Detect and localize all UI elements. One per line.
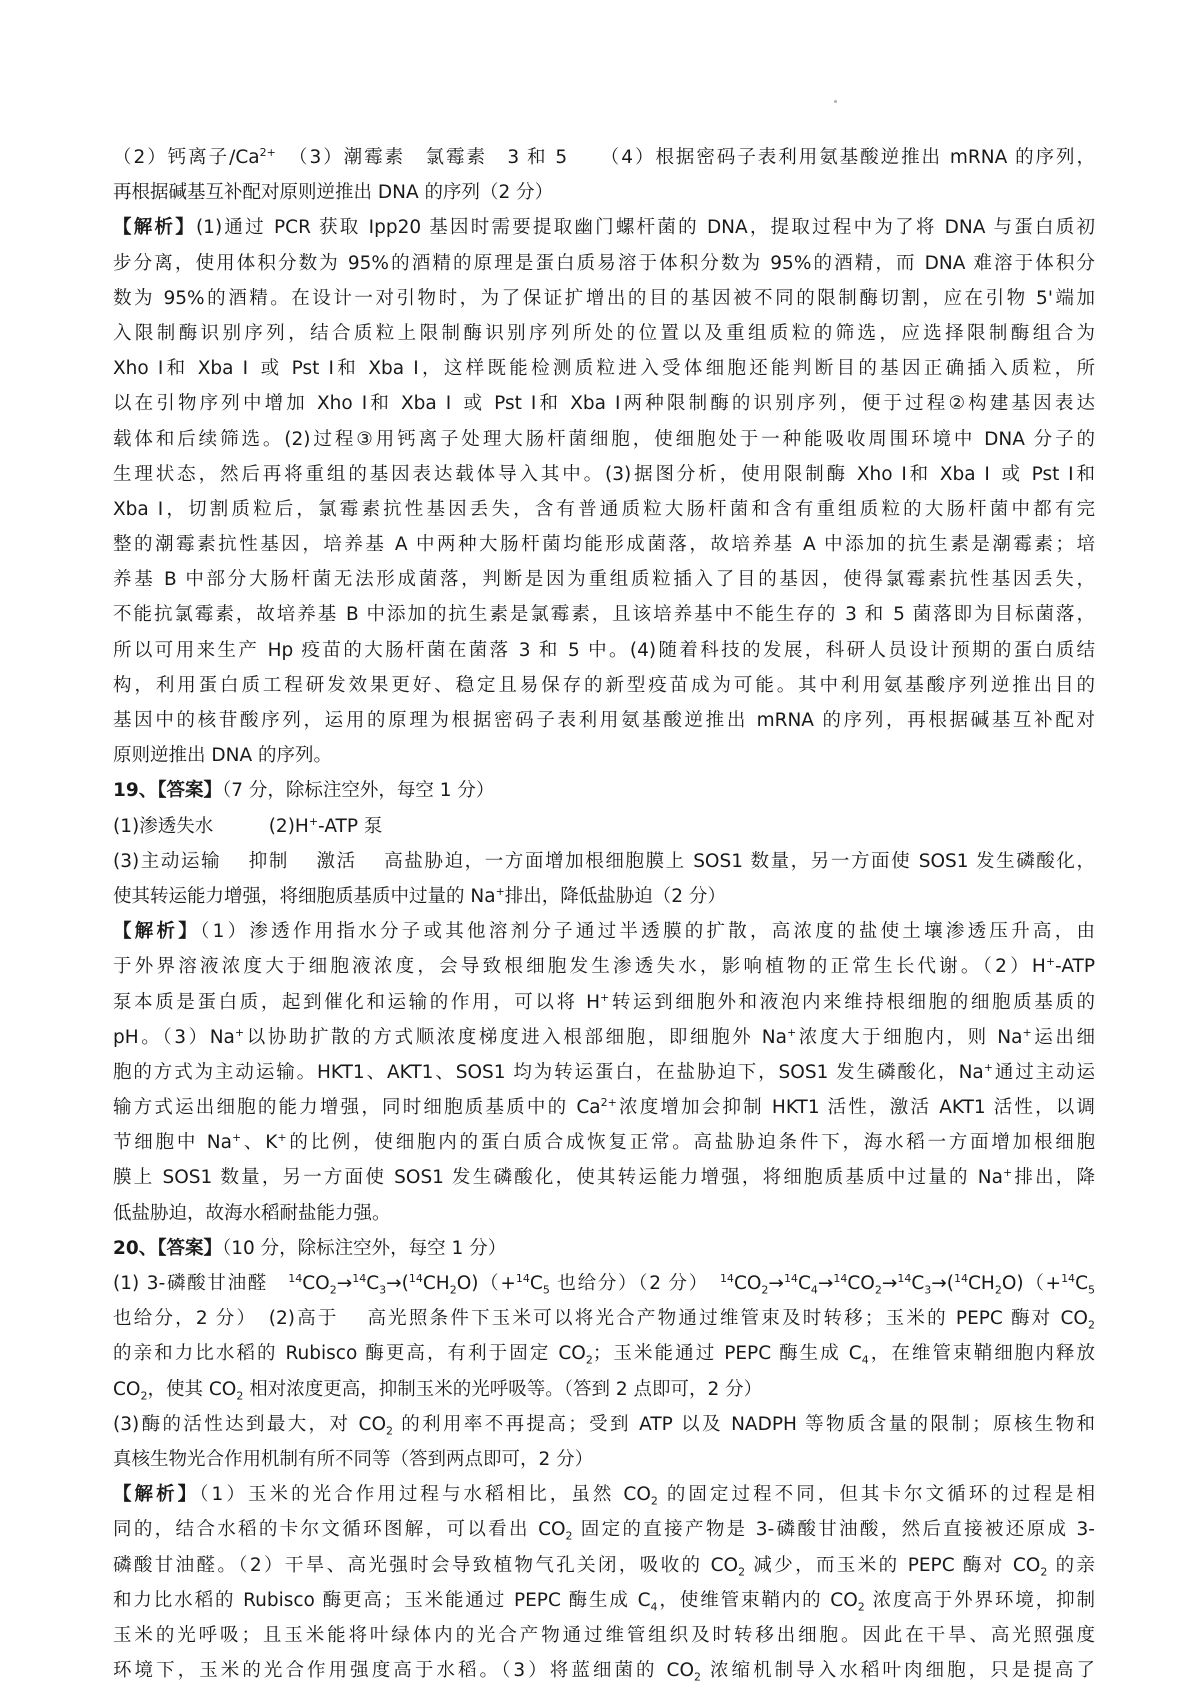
text-run: C — [366, 1273, 380, 1294]
text-run: C — [797, 1273, 811, 1294]
superscript: 14 — [719, 1271, 734, 1285]
superscript: 14 — [288, 1271, 303, 1285]
text-line — [113, 668, 1095, 703]
text-run: CH — [968, 1273, 995, 1294]
text-run: ，使其 CO — [147, 1378, 237, 1400]
text-run: O)（+ — [1001, 1273, 1062, 1294]
text-run: →( — [931, 1273, 955, 1294]
text-run: 排出，降 — [1012, 1167, 1095, 1189]
text-run: 以协助扩散的方式顺浓度梯度进入根部细胞，即细胞外 Na — [244, 1026, 787, 1048]
text-line — [113, 562, 1095, 597]
text-run: 、K — [241, 1132, 278, 1154]
text-run: 磷酸甘油醛。（2）干旱、高光强时会导致植物气孔关闭，吸收的 CO — [113, 1554, 739, 1576]
subscript: 3 — [924, 1283, 932, 1297]
text-line — [113, 527, 1095, 562]
text-run: （3）潮霉素 氯霉素 3 和 5 （4）根据密码子表利用氨基酸逆推出 mRNA 的序列， — [275, 147, 1095, 168]
text-line — [113, 1266, 1095, 1301]
text-run: →( — [386, 1273, 409, 1294]
text-run: 的亲和力比水稻的 Rubisco 酶更高，有利于固定 CO — [113, 1343, 586, 1365]
text-line — [113, 1301, 1095, 1336]
text-run: 所以可用来生产 Hp 疫苗的大肠杆菌在菌落 3 和 5 中。(4)随着科技的发展，科研人员设计预期的蛋白质结 — [113, 639, 1095, 661]
text-run: 的固定过程不同，但其卡尔文循环的过程是相 — [657, 1484, 1095, 1506]
superscript: 14 — [954, 1271, 969, 1285]
subscript: 5 — [1087, 1283, 1095, 1297]
answer-analysis-text — [113, 140, 1095, 1688]
text-run: 固定的直接产物是 3-磷酸甘油酸，然后直接被还原成 3- — [572, 1519, 1095, 1541]
subscript: 2 — [1040, 1565, 1048, 1579]
subscript: 2 — [761, 1283, 769, 1297]
text-run: C — [529, 1273, 543, 1294]
text-run: 通过主动运 — [992, 1061, 1095, 1083]
text-line — [113, 246, 1095, 281]
superscript: + — [786, 1025, 797, 1039]
text-run: ，在维管束鞘细胞内释放 — [868, 1343, 1095, 1365]
text-run: 入限制酶识别序列，结合质粒上限制酶识别序列所处的位置以及重组质粒的筛选，应选择限制酶组合为 — [113, 322, 1095, 344]
scan-speck — [834, 100, 837, 103]
text-run: → — [817, 1273, 834, 1294]
text-run: CH — [422, 1273, 450, 1294]
superscript: 2+ — [600, 1095, 617, 1109]
text-run: 浓缩机制导入水稻叶肉细胞，只是提高了 — [701, 1660, 1095, 1682]
text-run: CO — [733, 1273, 762, 1294]
text-run: 步分离，使用体积分数为 95%的酒精的原理是蛋白质易溶于体积分数为 95%的酒精，而 DNA 难溶于体积分 — [113, 252, 1095, 274]
text-run: 低盐胁迫，故海水稻耐盐能力强。 — [113, 1202, 391, 1224]
text-line — [113, 1477, 1095, 1512]
text-run: 以在引物序列中增加 Xho Ⅰ和 Xba Ⅰ 或 Pst Ⅰ和 Xba Ⅰ两种限制酶的识别序列，便于过程②构建基因表达 — [113, 393, 1095, 415]
text-line — [113, 386, 1095, 421]
text-run: Xba Ⅰ，切割质粒后，氯霉素抗性基因丢失，含有普通质粒大肠杆菌和含有重组质粒的大肠杆菌中都有完 — [113, 498, 1095, 520]
text-run: CO — [302, 1273, 330, 1294]
text-run: 的比例，使细胞内的蛋白质合成恢复正常。高盐胁迫条件下，海水稻一方面增加根细胞 — [286, 1132, 1095, 1154]
section-label: 【解析】 — [113, 217, 196, 239]
text-run: Xho Ⅰ和 Xba Ⅰ 或 Pst Ⅰ和 Xba Ⅰ，这样既能检测质粒进入受体细胞还能判断目的基因正确插入质粒，所 — [113, 358, 1095, 380]
subscript: 2 — [874, 1283, 882, 1297]
text-run: 转运到细胞外和液泡内来维持根细胞的细胞质基质的 — [609, 991, 1095, 1013]
text-line — [113, 140, 1095, 175]
text-run: pH。（3）Na — [113, 1026, 235, 1048]
text-run: 的利用率不再提高；受到 ATP 以及 NADPH 等物质含量的限制；原核生物和 — [393, 1413, 1095, 1435]
text-run: 节细胞中 Na — [113, 1132, 232, 1154]
text-run: 生理状态，然后再将重组的基因表达载体导入其中。(3)据图分析，使用限制酶 Xho Ⅰ和 Xba Ⅰ 或 Pst Ⅰ和 — [113, 463, 1095, 485]
text-run: (1)渗透失水 (2)H — [113, 815, 309, 837]
superscript: + — [308, 814, 319, 828]
subscript: 4 — [650, 1600, 658, 1614]
text-run: C — [1075, 1273, 1088, 1294]
subscript: 2 — [738, 1565, 746, 1579]
superscript: + — [1002, 1166, 1013, 1180]
text-line — [113, 738, 1095, 773]
superscript: 14 — [515, 1271, 530, 1285]
text-run: 也给分）（2 分） — [549, 1273, 720, 1294]
subscript: 2 — [236, 1389, 244, 1403]
text-run: 玉米的光呼吸；且玉米能将叶绿体内的光合产物通过维管组织及时转移出细胞。因此在干旱、高光照强度 — [113, 1624, 1095, 1646]
text-line — [113, 1372, 1095, 1407]
text-run: （2）钙离子/Ca — [113, 147, 260, 168]
subscript: 4 — [861, 1354, 869, 1368]
subscript: 5 — [542, 1283, 550, 1297]
text-run: 泵本质是蛋白质，起到催化和运输的作用，可以将 H — [113, 991, 601, 1013]
text-line — [113, 1548, 1095, 1583]
superscript: + — [1045, 955, 1056, 969]
text-run: 于外界溶液浓度大于细胞液浓度，会导致根细胞发生渗透失水，影响植物的正常生长代谢。（2）H — [113, 956, 1046, 978]
superscript: 14 — [783, 1271, 798, 1285]
text-line — [113, 281, 1095, 316]
text-run: 也给分，2 分） (2)高于 高光照条件下玉米可以将光合产物通过维管束及时转移；玉米的 PEPC 酶对 CO — [113, 1308, 1088, 1330]
text-line — [113, 949, 1095, 984]
text-line — [113, 1160, 1095, 1195]
text-run: 基因中的核苷酸序列，运用的原理为根据密码子表利用氨基酸逆推出 mRNA 的序列，再根据碱基互补配对 — [113, 710, 1095, 731]
text-run: 和力比水稻的 Rubisco 酶更高；玉米能通过 PEPC 酶生成 C — [113, 1589, 651, 1611]
text-run: -ATP 泵 — [318, 815, 383, 837]
text-run: 膜上 SOS1 数量，另一方面使 SOS1 发生磷酸化，使其转运能力增强，将细胞质基质中过量的 Na — [113, 1167, 1003, 1189]
text-run: 载体和后续筛选。(2)过程③用钙离子处理大肠杆菌细胞，使细胞处于一种能吸收周围环境中 DNA 分子的 — [113, 428, 1095, 450]
text-run: CO — [113, 1378, 141, 1400]
subscript: 2 — [694, 1670, 702, 1684]
text-line — [113, 1090, 1095, 1125]
text-run: 养基 B 中部分大肠杆菌无法形成菌落，判断是因为重组质粒插入了目的基因，使得氯霉素抗性基因丢失， — [113, 569, 1095, 591]
text-line — [113, 422, 1095, 457]
text-line — [113, 844, 1095, 879]
section-label: 【解析】 — [113, 1484, 200, 1506]
text-run: 同的，结合水稻的卡尔文循环图解，可以看出 CO — [113, 1519, 566, 1541]
superscript: + — [231, 1131, 242, 1145]
text-line — [113, 457, 1095, 492]
text-run: 浓度大于细胞内，则 Na — [796, 1026, 1023, 1048]
superscript: 2+ — [259, 145, 276, 159]
superscript: + — [1022, 1025, 1032, 1039]
text-run: 再根据碱基互补配对原则逆推出 DNA 的序列（2 分） — [113, 182, 554, 204]
superscript: 14 — [897, 1271, 912, 1285]
text-line — [113, 175, 1095, 210]
text-line — [113, 879, 1095, 914]
text-run: (1)通过 PCR 获取 Ipp20 基因时需要提取幽门螺杆菌的 DNA，提取过程中为了将 DNA 与蛋白质初 — [195, 217, 1095, 239]
text-line — [113, 1512, 1095, 1547]
text-line — [113, 1653, 1095, 1688]
superscript: + — [234, 1025, 245, 1039]
subscript: 2 — [994, 1283, 1002, 1297]
text-run: 原则逆推出 DNA 的序列。 — [113, 745, 333, 767]
text-line — [113, 985, 1095, 1020]
text-run: （7 分，除标注空外，每空 1 分） — [222, 780, 495, 802]
section-label: 19、【答案】 — [113, 780, 222, 802]
text-run: → — [881, 1273, 898, 1294]
text-run: （1）渗透作用指水分子或其他溶剂分子通过半透膜的扩散，高浓度的盐使土壤渗透压升高，由 — [200, 921, 1095, 943]
subscript: 2 — [565, 1530, 573, 1543]
text-line — [113, 1020, 1095, 1055]
text-line — [113, 351, 1095, 386]
text-run: 相对浓度更高，抑制玉米的光呼吸等。（答到 2 点即可，2 分） — [243, 1378, 763, 1400]
superscript: + — [600, 990, 610, 1004]
text-line — [113, 597, 1095, 632]
text-run: 整的潮霉素抗性基因，培养基 A 中两种大肠杆菌均能形成菌落，故培养基 A 中添加的抗生素是潮霉素；培 — [113, 534, 1095, 556]
text-line — [113, 1336, 1095, 1371]
superscript: 14 — [1061, 1271, 1076, 1285]
text-line — [113, 1231, 1095, 1266]
subscript: 2 — [449, 1283, 457, 1297]
superscript: 14 — [352, 1271, 367, 1285]
superscript: 14 — [833, 1271, 848, 1285]
text-run: 的亲 — [1047, 1554, 1095, 1576]
text-run: （10 分，除标注空外，每空 1 分） — [222, 1237, 507, 1259]
text-line — [113, 1618, 1095, 1653]
text-run: O)（+ — [456, 1273, 516, 1294]
text-run: 减少，而玉米的 PEPC 酶对 CO — [745, 1554, 1041, 1576]
text-run: → — [336, 1273, 353, 1294]
text-line — [113, 1407, 1095, 1442]
subscript: 2 — [585, 1354, 593, 1368]
text-run: （1）玉米的光合作用过程与水稻相比，虽然 CO — [199, 1484, 651, 1506]
text-run: (3)主动运输 抑制 激活 高盐胁迫，一方面增加根细胞膜上 SOS1 数量，另一方面使 SOS1 发生磷酸化， — [113, 850, 1095, 872]
text-line — [113, 1125, 1095, 1160]
section-label: 【解析】 — [113, 921, 201, 943]
text-run: CO — [847, 1273, 875, 1294]
superscript: + — [277, 1131, 287, 1145]
text-line — [113, 1442, 1095, 1477]
subscript: 2 — [1088, 1318, 1095, 1332]
text-run: ，使维管束鞘内的 CO — [657, 1589, 858, 1611]
text-run: 构，利用蛋白质工程研发效果更好、稳定且易保存的新型疫苗成为可能。其中利用氨基酸序列逆推出目的 — [113, 674, 1095, 696]
section-label: 20、【答案】 — [113, 1237, 222, 1259]
superscript: + — [983, 1060, 993, 1074]
text-line — [113, 210, 1095, 245]
text-run: (1) 3-磷酸甘油醛 — [113, 1273, 289, 1294]
subscript: 2 — [386, 1424, 394, 1438]
text-run: 浓度高于外界环境，抑制 — [864, 1589, 1095, 1611]
superscript: + — [495, 884, 505, 898]
subscript: 2 — [857, 1600, 865, 1614]
text-run: -ATP — [1055, 956, 1095, 978]
text-line — [113, 1583, 1095, 1618]
text-run: 运出细 — [1031, 1026, 1095, 1048]
text-line — [113, 492, 1095, 527]
subscript: 3 — [379, 1283, 387, 1297]
text-run: 不能抗氯霉素，故培养基 B 中添加的抗生素是氯霉素，且该培养基中不能生存的 3 和 5 菌落即为目标菌落， — [113, 604, 1095, 626]
text-line — [113, 809, 1095, 844]
text-run: → — [768, 1273, 784, 1294]
text-run: C — [911, 1273, 925, 1294]
text-run: (3)酶的活性达到最大，对 CO — [113, 1413, 387, 1435]
superscript: 14 — [408, 1271, 423, 1285]
text-line — [113, 316, 1095, 351]
text-line — [113, 1055, 1095, 1090]
text-run: 数为 95%的酒精。在设计一对引物时，为了保证扩增出的目的基因被不同的限制酶切割，应在引物 5'端加 — [113, 287, 1095, 309]
text-run: 环境下，玉米的光合作用强度高于水稻。（3）将蓝细菌的 CO — [113, 1660, 695, 1682]
text-run: 浓度增加会抑制 HKT1 活性，激活 AKT1 活性，以调 — [616, 1097, 1095, 1119]
text-run: 使其转运能力增强，将细胞质基质中过量的 Na — [113, 885, 496, 907]
subscript: 2 — [650, 1494, 658, 1508]
text-run: 输方式运出细胞的能力增强，同时细胞质基质中的 Ca — [113, 1097, 601, 1119]
subscript: 2 — [329, 1283, 337, 1297]
text-run: 真核生物光合作用机制有所不同等（答到两点即可，2 分） — [113, 1448, 594, 1470]
subscript: 2 — [140, 1389, 148, 1403]
text-line — [113, 1196, 1095, 1231]
text-line — [113, 773, 1095, 808]
text-line — [113, 703, 1095, 738]
text-line — [113, 914, 1095, 949]
text-run: ；玉米能通过 PEPC 酶生成 C — [592, 1343, 862, 1365]
text-run: 排出，降低盐胁迫（2 分） — [504, 885, 726, 907]
text-run: 胞的方式为主动运输。HKT1、AKT1、SOS1 均为转运蛋白，在盐胁迫下，SOS1 发生磷酸化，Na — [113, 1061, 984, 1083]
subscript: 4 — [810, 1283, 818, 1297]
text-line — [113, 633, 1095, 668]
